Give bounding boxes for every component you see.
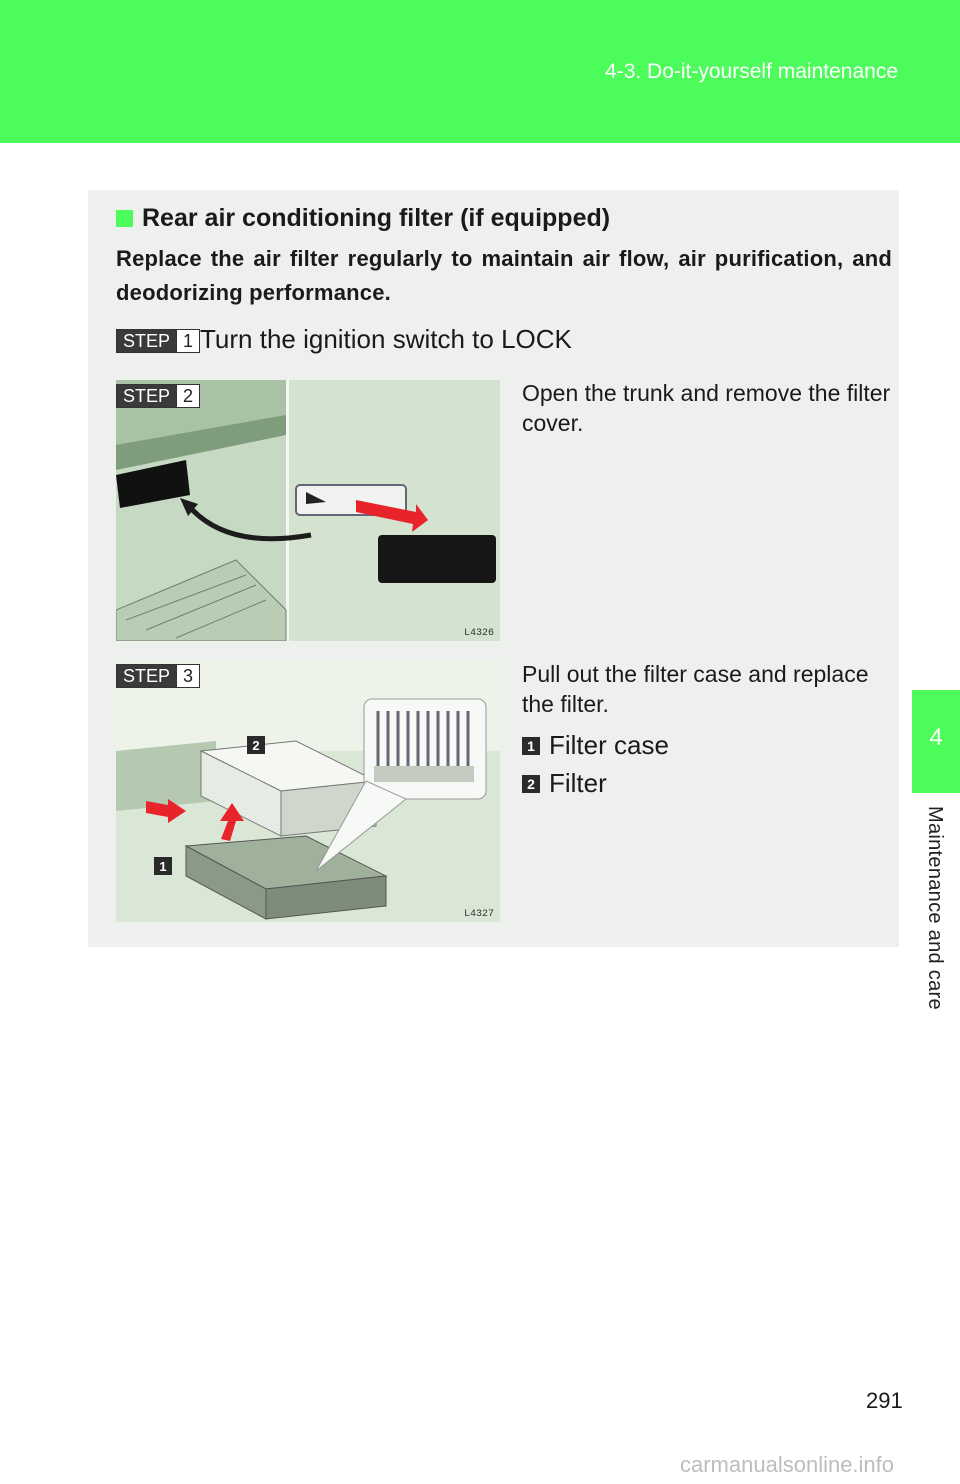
step-label: STEP: [117, 665, 176, 687]
intro-paragraph: Replace the air filter regularly to maintain air flow, air purification, and deodorizing performance.: [116, 246, 892, 305]
legend-marker: 2: [522, 775, 540, 793]
svg-text:2: 2: [252, 738, 260, 753]
legend-item-filter: [522, 768, 607, 799]
image-code: L4327: [463, 909, 494, 920]
step-1-badge: [116, 329, 200, 353]
subsection-heading: [116, 204, 610, 233]
legend-marker: 1: [522, 737, 540, 755]
chapter-tab: [912, 690, 960, 793]
step-number: 1: [176, 330, 199, 352]
step-1-text: Turn the ignition switch to LOCK: [200, 324, 572, 354]
image-code: L4326: [463, 628, 494, 639]
step-2-illustration: [116, 380, 500, 641]
section-title: 4-3. Do-it-yourself maintenance: [605, 60, 898, 83]
step-number: 2: [176, 385, 199, 407]
step-3-illustration: [116, 661, 500, 922]
watermark: carmanualsonline.info: [680, 1452, 895, 1477]
legend-text: Filter case: [549, 730, 669, 760]
step-label: STEP: [117, 330, 176, 352]
chapter-label: Maintenance and care: [924, 806, 946, 1010]
step-2-text: Open the trunk and remove the filter cover.: [522, 380, 891, 436]
step-3-text: Pull out the filter case and replace the filter.: [522, 661, 869, 717]
legend-item-filter-case: [522, 730, 669, 761]
step-label: STEP: [117, 385, 176, 407]
page-header: [0, 0, 960, 143]
chapter-number: 4: [929, 724, 943, 751]
step-3-badge: [116, 664, 200, 688]
trunk-filter-cover-illustration: [116, 380, 500, 641]
step-2-badge: [116, 384, 200, 408]
page-number: 291: [866, 1388, 903, 1413]
subsection-title: Rear air conditioning filter (if equipped): [142, 204, 611, 232]
filter-case-illustration: [116, 661, 500, 922]
legend-text: Filter: [549, 768, 607, 798]
step-number: 3: [176, 665, 199, 687]
heading-square-icon: [116, 210, 133, 227]
svg-text:1: 1: [159, 859, 167, 874]
